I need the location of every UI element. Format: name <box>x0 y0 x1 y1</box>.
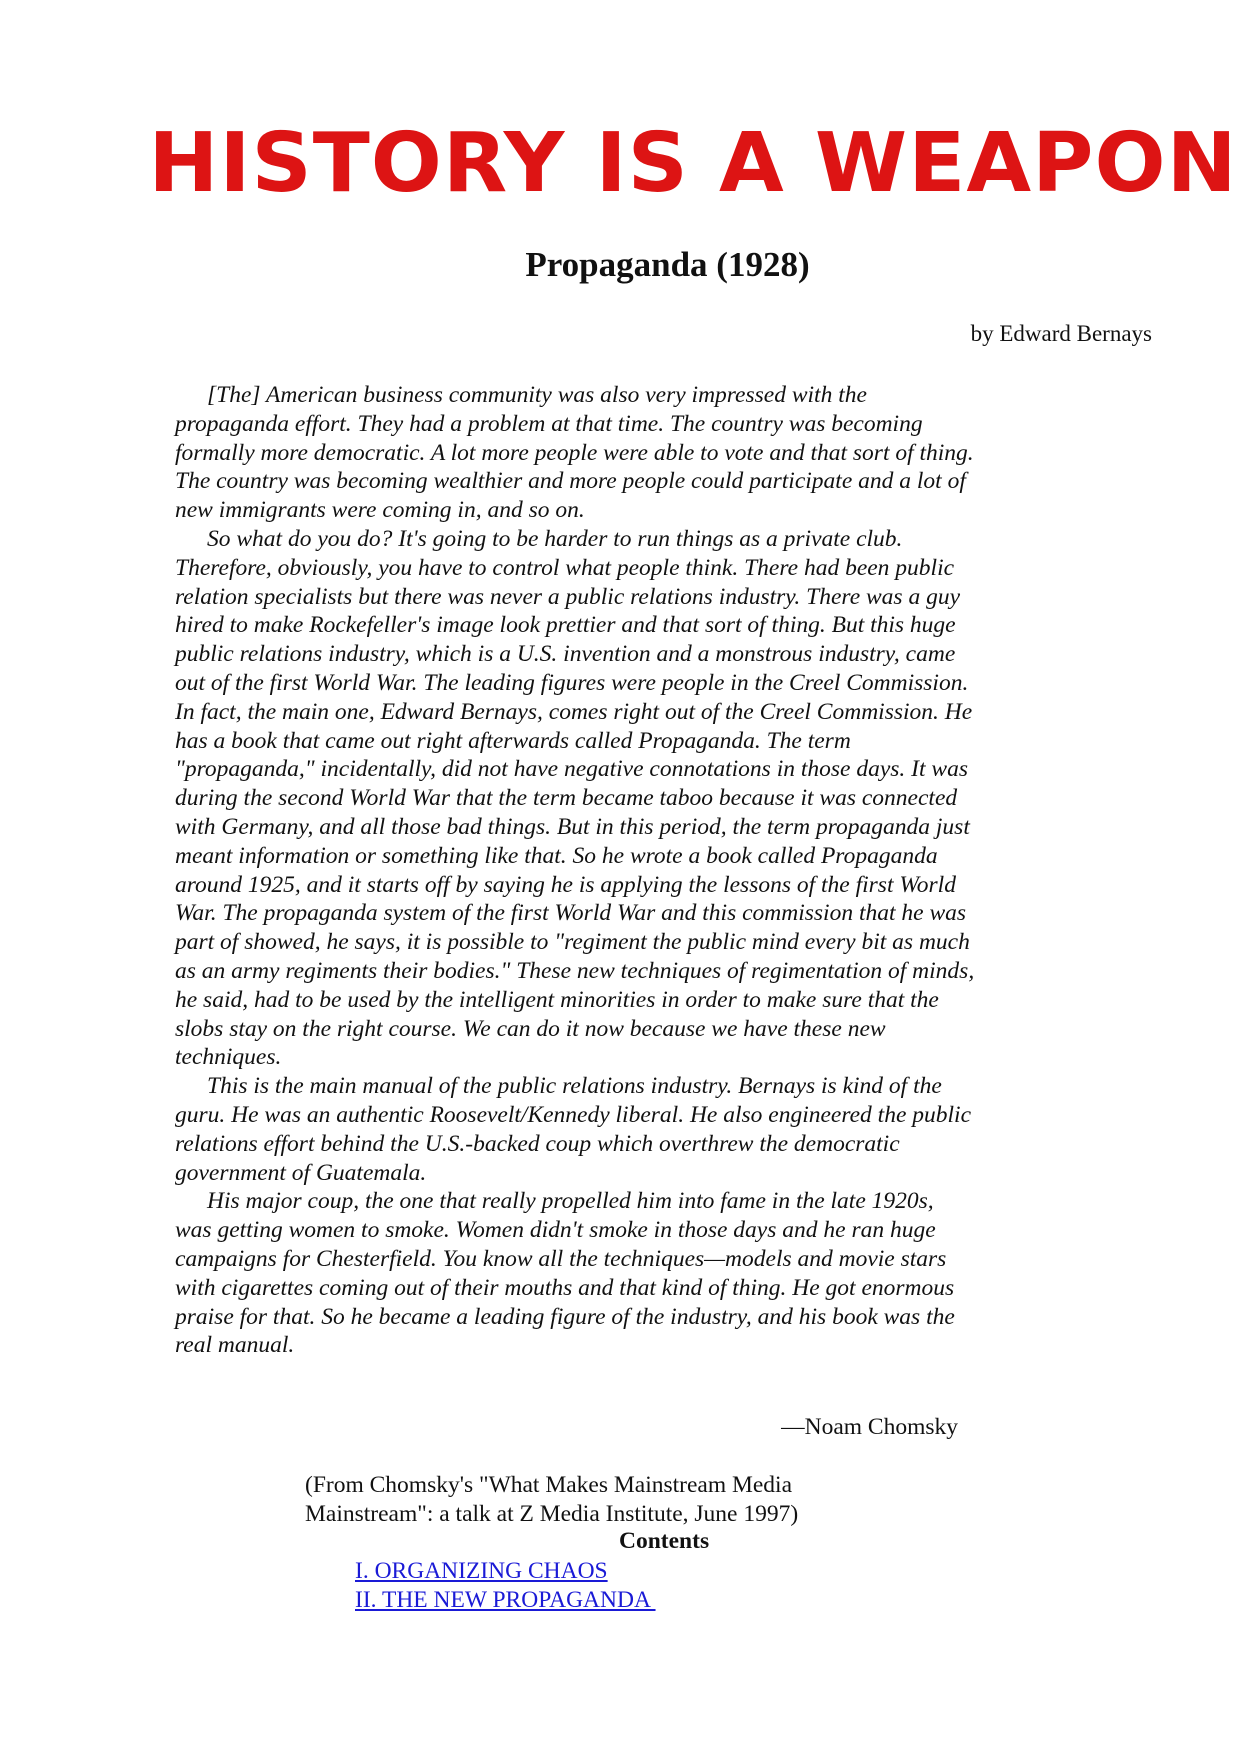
toc-item <box>355 1586 656 1615</box>
author-byline: by Edward Bernays <box>970 321 1152 346</box>
site-banner-logo <box>148 115 1238 211</box>
quote-paragraph: [The] American business community was also very impressed with the propaganda effort. They had a problem at that time. The country was becoming formally more democratic. A lot more people were able to vote and that sort of thing. The country was becoming wealthier and more people could participate and a lot of new immigrants were coming in, and so on. <box>175 382 974 524</box>
quote-paragraph: His major coup, the one that really propelled him into fame in the late 1920s, was getting women to smoke. Women didn't smoke in those days and he ran huge campaigns for Chesterfield. You know all the techniques—models and movie stars with cigarettes coming out of their mouths and that kind of thing. He got enormous praise for that. So he became a leading figure of the industry, and his book was the real manual. <box>175 1188 955 1359</box>
banner-text: HISTORY IS A WEAPON <box>148 115 1238 211</box>
contents-heading: Contents <box>619 1528 710 1554</box>
epigraph-quote <box>175 381 975 1360</box>
quote-paragraph: So what do you do? It's going to be harder to run things as a private club. Therefore, obviously, you have to control what people think. There had been public relation specialists but there was never a public relations industry. There was a guy hired to make Rockefeller's image look prettier and that sort of thing. But this huge public relations industry, which is a U.S. invention and a monstrous industry, came out of the first World War. The leading figures were people in the Creel Commission. In fact, the main one, Edward Bernays, comes right out of the Creel Commission. He has a book that came out right afterwards called Propaganda. The term "propaganda," incidentally, did not have negative connotations in those days. It was during the second World War that the term became taboo because it was connected with Germany, and all those bad things. But in this period, the term propaganda just meant information or something like that. So he wrote a book called Propaganda around 1925, and it starts off by saying he is applying the lessons of the first World War. The propaganda system of the first World War and this commission that he was part of showed, he says, it is possible to "regiment the public mind every bit as much as an army regiments their bodies." These new techniques of regimentation of minds, he said, had to be used by the intelligent minorities in order to make sure that the slobs stay on the right course. We can do it now because we have these new techniques. <box>175 525 975 1071</box>
page-title: Propaganda (1928) <box>525 245 810 284</box>
quote-paragraph: This is the main manual of the public relations industry. Bernays is kind of the guru. He was an authentic Roosevelt/Kennedy liberal. He also engineered the public relations effort behind the U.S.-backed coup which overthrew the democratic government of Guatemala. <box>175 1073 971 1186</box>
toc-link-new-propaganda[interactable]: II. THE NEW PROPAGANDA <box>355 1587 656 1613</box>
quote-source: (From Chomsky's "What Makes Mainstream Media Mainstream": a talk at Z Media Institute, June 1997) <box>305 1472 799 1527</box>
toc-item <box>355 1557 656 1586</box>
table-of-contents <box>355 1557 656 1615</box>
quote-attribution: —Noam Chomsky <box>781 1414 958 1440</box>
toc-link-organizing-chaos[interactable]: I. ORGANIZING CHAOS <box>355 1558 608 1584</box>
